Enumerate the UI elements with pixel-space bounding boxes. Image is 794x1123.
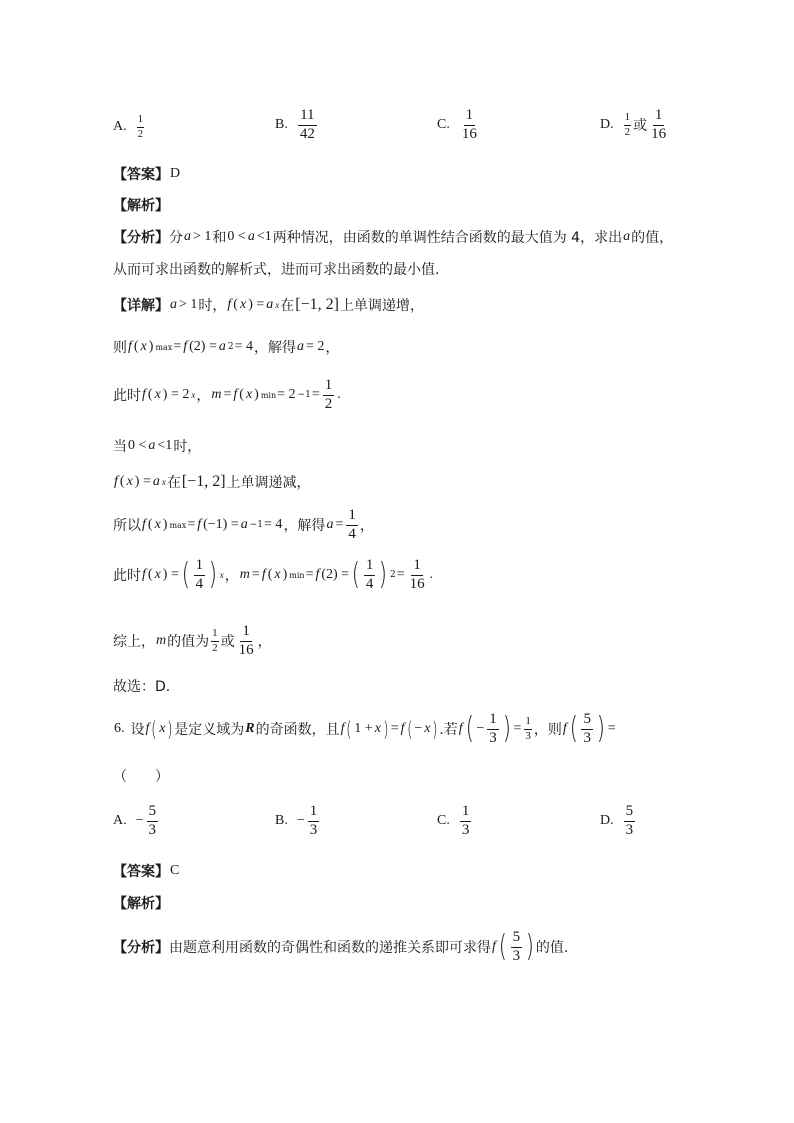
fraction: $\frac{11}{42}$ — [299, 107, 315, 142]
q6-bracket: （ ） — [113, 769, 169, 785]
fraction: $\frac{1}{2}$ — [137, 113, 144, 140]
fraction: $\frac{1}{16}$ — [651, 107, 667, 142]
q5-detail-line5: f ( x ) = a x 在 [−1, 2] 上单调递减， — [114, 473, 311, 491]
q6-option-d: D. $\frac{5}{3}$ — [600, 803, 634, 838]
q5-answer: 【答案】 D — [113, 166, 181, 183]
q5-fenxi-line2: 从而可求出函数的解析式，进而可求出函数的最小值. — [113, 262, 440, 278]
fraction: $\frac{1}{2}$ — [624, 111, 631, 138]
q5-fenxi-line1: 【分析】 分 a > 1 和 0 < a <1 两种情况，由函数的单调性结合函数的最大值为 4，求出 a 的值， — [113, 229, 674, 246]
q5-detail-line8: 综上， m 的值为 $\frac{1}{2}$ 或 $\frac{1}{16}$ ， — [113, 623, 272, 658]
q5-option-c: C. $\frac{1}{16}$ — [437, 107, 477, 142]
q5-option-b: B. $\frac{11}{42}$ — [275, 107, 315, 142]
fraction: $\frac{1}{16}$ — [461, 107, 477, 142]
q6-option-c: C. $\frac{1}{3}$ — [437, 803, 470, 838]
q6-option-b: B. − $\frac{1}{3}$ — [275, 803, 318, 838]
q5-option-a: A. $\frac{1}{2}$ — [113, 113, 144, 140]
q5-detail-line3: 此时 f ( x ) = 2 x ， m = f ( x ) min = 2 −1 = $\frac{1}{2}$ . — [113, 377, 341, 412]
q5-detail-line1: 【详解】 a > 1 时， f ( x ) = a x 在 [−1, 2] 上单调递增， — [113, 296, 424, 314]
q6-answer: 【答案】 C — [113, 863, 180, 880]
q6-jiexi-heading: 【解析】 — [113, 896, 169, 912]
q5-detail-line6: 所以 f ( x ) max = f (−1) = a −1 = 4 ，解得 a = $\frac{1}{4}$ ， — [113, 507, 374, 542]
q5-jiexi-heading: 【解析】 — [113, 198, 169, 214]
q5-detail-line9: 故选：D. — [113, 679, 171, 695]
q6-option-a: A. − $\frac{5}{3}$ — [113, 803, 157, 838]
q5-detail-line4: 当 0 < a <1 时， — [113, 438, 202, 455]
q6-stem: 6. 设 f ( x ) 是定义域为 R 的奇函数，且 f ( 1 + x ) = f ( − x ) .若 f ( − $\frac{1}{3}$ ) = $\frac{1}{3}$ ，则 f ( $\frac{5}{3}$ ) = — [114, 711, 616, 747]
q5-detail-line2: 则 f ( x ) max = f (2) = a 2 = 4 ，解得 a = 2 ， — [113, 339, 340, 356]
q5-detail-line7: 此时 f ( x ) = ( $\frac{1}{4}$ ) x ， m = f ( x ) min = f (2) = ( $\frac{1}{4}$ ) 2 = $\frac{1}{16}$ . — [113, 557, 434, 593]
q6-fenxi: 【分析】 由题意利用函数的奇偶性和函数的递推关系即可求得 f ( $\frac{5}{3}$ ) 的值. — [113, 929, 569, 965]
q5-option-d: D. $\frac{1}{2}$ 或 $\frac{1}{16}$ — [600, 107, 667, 142]
